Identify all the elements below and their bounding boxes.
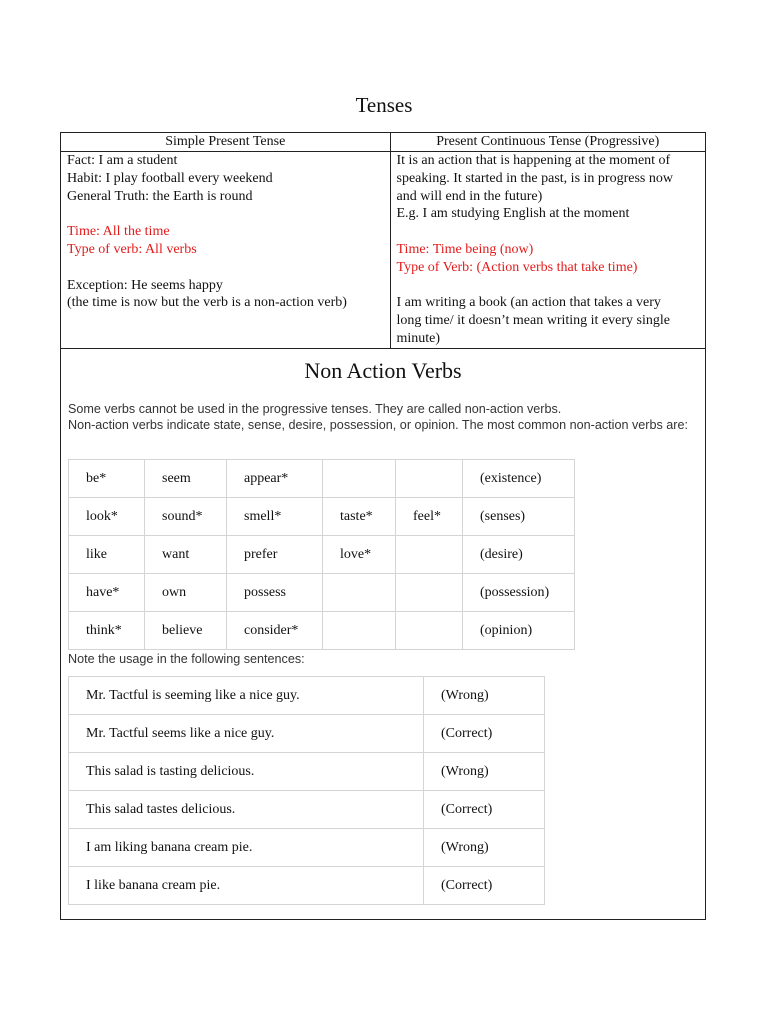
intro-line: Non-action verbs indicate state, sense, desire, possession, or opinion. The most common non-action verbs are: bbox=[68, 418, 688, 432]
verb-cell: own bbox=[145, 574, 227, 612]
verb-cell: have* bbox=[69, 574, 145, 612]
verb-cell bbox=[323, 460, 396, 498]
verb-row bbox=[69, 612, 575, 650]
sentence-verdict: (Correct) bbox=[424, 867, 545, 905]
verb-row bbox=[69, 536, 575, 574]
text-line: E.g. I am studying English at the moment bbox=[396, 206, 630, 222]
text-line: and will end in the future) bbox=[396, 188, 543, 204]
verb-cell: feel* bbox=[396, 498, 463, 536]
verb-cell: look* bbox=[69, 498, 145, 536]
header-simple-present: Simple Present Tense bbox=[61, 133, 390, 152]
highlight-line: Type of Verb: (Action verbs that take time) bbox=[396, 259, 638, 275]
highlight-line: Time: All the time bbox=[67, 224, 170, 240]
verb-category: (possession) bbox=[463, 574, 575, 612]
simple-present-cell bbox=[61, 152, 390, 349]
verb-row bbox=[69, 574, 575, 612]
text-line: Habit: I play football every weekend bbox=[67, 170, 273, 186]
verb-row bbox=[69, 498, 575, 536]
verb-category: (senses) bbox=[463, 498, 575, 536]
text-line: (the time is now but the verb is a non-action verb) bbox=[67, 295, 347, 311]
verb-cell bbox=[396, 574, 463, 612]
verb-cell: taste* bbox=[323, 498, 396, 536]
verb-cell: be* bbox=[69, 460, 145, 498]
verb-cell: smell* bbox=[227, 498, 323, 536]
verb-cell: consider* bbox=[227, 612, 323, 650]
sentence-row bbox=[69, 715, 545, 753]
verb-row bbox=[69, 460, 575, 498]
non-action-verbs-title: Non Action Verbs bbox=[304, 358, 462, 383]
text-line: long time/ it doesn’t mean writing it every single bbox=[396, 313, 670, 329]
sentence-text: Mr. Tactful seems like a nice guy. bbox=[69, 715, 424, 753]
verb-category: (desire) bbox=[463, 536, 575, 574]
highlight-line: Type of verb: All verbs bbox=[67, 241, 197, 257]
sentence-row bbox=[69, 677, 545, 715]
non-action-intro bbox=[68, 401, 698, 433]
highlight-line: Time: Time being (now) bbox=[396, 241, 534, 257]
text-line: General Truth: the Earth is round bbox=[67, 188, 253, 204]
text-line bbox=[397, 277, 706, 295]
verb-cell bbox=[396, 460, 463, 498]
text-line: I am writing a book (an action that takes a very bbox=[396, 295, 661, 311]
verb-cell: appear* bbox=[227, 460, 323, 498]
verb-cell: sound* bbox=[145, 498, 227, 536]
verb-cell bbox=[396, 536, 463, 574]
present-continuous-cell bbox=[390, 152, 705, 349]
text-line bbox=[67, 259, 390, 277]
text-line: It is an action that is happening at the moment of bbox=[396, 153, 671, 168]
verb-cell: believe bbox=[145, 612, 227, 650]
sentence-text: I am liking banana cream pie. bbox=[69, 829, 424, 867]
verb-cell: seem bbox=[145, 460, 227, 498]
usage-note: Note the usage in the following sentences: bbox=[68, 652, 305, 666]
verb-cell bbox=[323, 574, 396, 612]
sentence-row bbox=[69, 791, 545, 829]
sentence-verdict: (Wrong) bbox=[424, 753, 545, 791]
sentence-text: This salad is tasting delicious. bbox=[69, 753, 424, 791]
text-line: minute) bbox=[396, 330, 441, 346]
sentence-row bbox=[69, 867, 545, 905]
page-title: Tenses bbox=[355, 93, 413, 117]
sentence-verdict: (Wrong) bbox=[424, 829, 545, 867]
tenses-comparison-table bbox=[61, 133, 705, 349]
verb-cell: want bbox=[145, 536, 227, 574]
text-line: Fact: I am a student bbox=[67, 153, 178, 168]
sentence-text: Mr. Tactful is seeming like a nice guy. bbox=[69, 677, 424, 715]
text-line: Exception: He seems happy bbox=[67, 277, 223, 293]
sentence-verdict: (Wrong) bbox=[424, 677, 545, 715]
sentence-verdict: (Correct) bbox=[424, 791, 545, 829]
usage-sentences-table bbox=[68, 676, 545, 905]
text-line bbox=[397, 223, 706, 241]
intro-line: Some verbs cannot be used in the progressive tenses. They are called non-action verbs. bbox=[68, 402, 562, 416]
verb-cell bbox=[396, 612, 463, 650]
sentence-text: This salad tastes delicious. bbox=[69, 791, 424, 829]
sentence-row bbox=[69, 829, 545, 867]
sentence-verdict: (Correct) bbox=[424, 715, 545, 753]
verb-cell: love* bbox=[323, 536, 396, 574]
verb-category: (opinion) bbox=[463, 612, 575, 650]
non-action-verbs-table bbox=[68, 459, 575, 650]
verb-cell: possess bbox=[227, 574, 323, 612]
verb-cell bbox=[323, 612, 396, 650]
verb-cell: prefer bbox=[227, 536, 323, 574]
verb-cell: think* bbox=[69, 612, 145, 650]
verb-category: (existence) bbox=[463, 460, 575, 498]
tenses-frame bbox=[60, 132, 706, 920]
header-present-continuous: Present Continuous Tense (Progressive) bbox=[390, 133, 705, 152]
text-line bbox=[67, 205, 390, 223]
sentence-row bbox=[69, 753, 545, 791]
sentence-text: I like banana cream pie. bbox=[69, 867, 424, 905]
text-line: speaking. It started in the past, is in progress now bbox=[396, 170, 673, 186]
verb-cell: like bbox=[69, 536, 145, 574]
